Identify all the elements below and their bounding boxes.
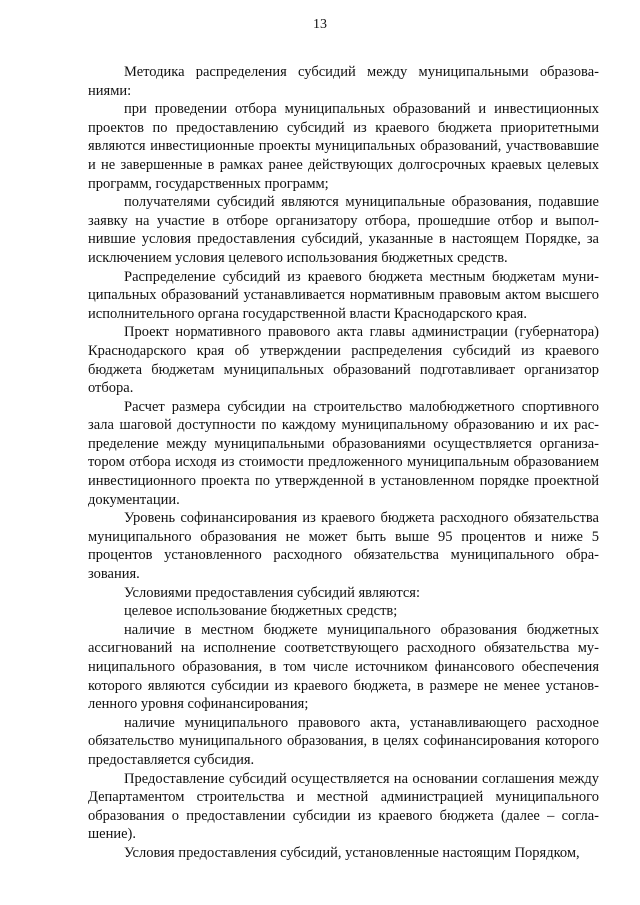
paragraph-cofinancing-level: Уровень софинансирования из краевого бюджета расходного обязательства муниципального образования не может быть выше 95 процентов и ниже 5 процентов установленного расходного обязательства муниципального образования. [88, 510, 599, 583]
paragraph-distribution-act: Распределение субсидий из краевого бюджета местным бюджетам муниципальных образований устанавливается нормативным правовым актом высшего исполнительного органа государственной власти Краснодарского края. [88, 268, 599, 322]
paragraph-condition-budget-allocations: наличие в местном бюджете муниципального образования бюджетных ассигнований на исполнение соответствующего расходного обязательства муниципального образования, в том числе источником финансового обеспечения которого являются субсидии из краевого бюджета, в размере не менее установленного уровня софинансирования; [88, 621, 599, 713]
paragraph-agreement: Предоставление субсидий осуществляется на основании соглашения между Департаментом строительства и местной администрацией муниципального образования о предоставлении субсидии из краевого бюджета (далее – соглашение). [88, 770, 599, 843]
paragraph-selection-priority: при проведении отбора муниципальных образований и инвестиционных проектов по предоставлению субсидий из краевого бюджета приоритетными являются инвестиционные проекты муниципальных образований, участвовавшие и не завершенные в рамках ранее действующих долгосрочных краевых целевых программ, государственных программ; [88, 101, 599, 192]
paragraph-condition-targeted-use: целевое использование бюджетных средств; [124, 603, 398, 620]
document-body [88, 63, 599, 863]
paragraph-conditions-heading: Условиями предоставления субсидий являются: [124, 584, 420, 601]
paragraph-subsidy-calculation: Расчет размера субсидии на строительство малобюджетного спортивного зала шаговой доступности по каждому муниципальному образованию и их распределение между муниципальными образованиями осуществляется организатором отбора исходя из стоимости предложенного муниципальным образованием инвестиционного проекта по утвержденной в установленном порядке проектной документации. [88, 398, 599, 508]
paragraph-subsidy-recipients: получателями субсидий являются муниципальные образования, подавшие заявку на участие в отборе организатору отбора, прошедшие отбор и выполнившие условия предоставления субсидий, указанные в настоящем Порядке, за исключением условия целевого использования бюджетных средств. [88, 194, 599, 266]
paragraph-conditions-established: Условия предоставления субсидий, установленные настоящим Порядком, [124, 844, 580, 861]
page-number: 13 [313, 17, 327, 32]
paragraph-draft-act: Проект нормативного правового акта главы администрации (губернатора) Краснодарского края об утверждении распределения субсидий из краевого бюджета бюджетам муниципальных образований подготавливает организатор отбора. [88, 324, 599, 397]
paragraph-methodology-heading: Методика распределения субсидий между муниципальными образованиями: [88, 64, 599, 99]
paragraph-condition-legal-act: наличие муниципального правового акта, устанавливающего расходное обязательство муниципального образования, в целях софинансирования которого предоставляется субсидия. [88, 714, 599, 768]
